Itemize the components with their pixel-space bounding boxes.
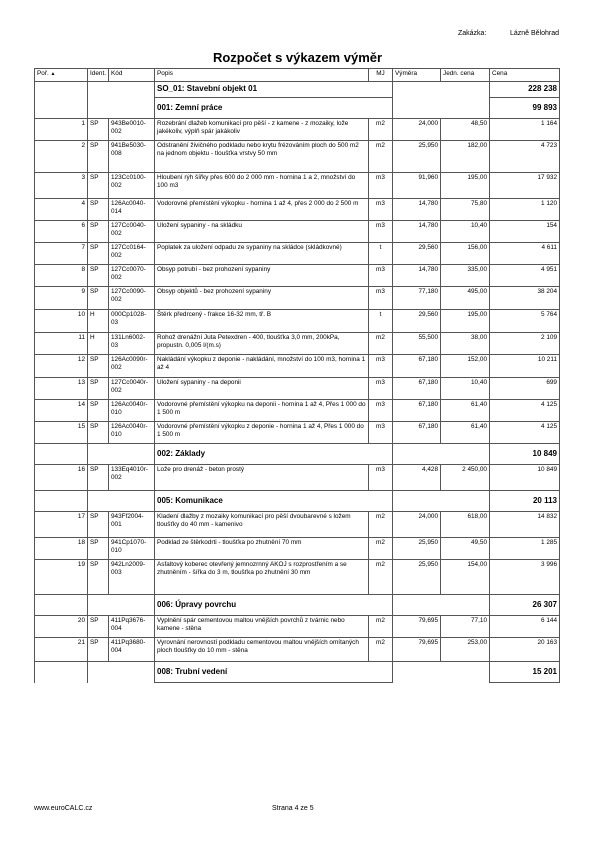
row-vymera: 24,000 [393,119,441,141]
row-cena: 10 211 [490,355,560,378]
row-popis: Hloubení rýh šířky přes 600 do 2 000 mm - hornina 1 a 2, množství do 100 m3 [155,173,369,199]
col-header-cena[interactable]: Cena [490,69,560,82]
row-jedn-cena: 10,40 [441,378,490,400]
row-mj: m3 [369,400,393,422]
row-por: 2 [35,141,88,173]
row-kod: 133Eq4010r-002 [109,465,155,491]
row-ident: SP [88,265,109,287]
section-total: 10 849 [490,444,560,465]
section-spacer [393,98,490,119]
row-por: 12 [35,355,88,378]
row-vymera: 14,780 [393,265,441,287]
row-jedn-cena: 49,50 [441,538,490,560]
table-row[interactable] [35,422,560,444]
row-cena: 4 723 [490,141,560,173]
row-jedn-cena: 182,00 [441,141,490,173]
row-ident: SP [88,560,109,595]
row-por: 21 [35,638,88,662]
row-vymera: 91,960 [393,173,441,199]
row-mj: m3 [369,465,393,491]
row-por: 15 [35,422,88,444]
table-row[interactable] [35,173,560,199]
row-kod: 941Be5030-008 [109,141,155,173]
row-jedn-cena: 77,10 [441,616,490,638]
row-ident: SP [88,119,109,141]
row-kod: 126Ac0090r-002 [109,355,155,378]
row-ident: SP [88,512,109,538]
row-vymera: 25,950 [393,560,441,595]
row-kod: 943Be0010-002 [109,119,155,141]
row-kod: 126Ac0040-014 [109,199,155,221]
section-spacer [393,444,490,465]
row-kod: 411Pq3680-004 [109,638,155,662]
row-ident: SP [88,243,109,265]
row-ident: H [88,333,109,355]
row-vymera: 79,695 [393,616,441,638]
row-ident: SP [88,173,109,199]
table-row[interactable] [35,616,560,638]
col-header-vymera[interactable]: Výměra [393,69,441,82]
row-popis: Štěrk předrcený - frakce 16-32 mm, tř. B [155,310,369,333]
row-cena: 1 120 [490,199,560,221]
row-popis: Poplatek za uložení odpadu ze sypaniny na skládce (skládkovné) [155,243,369,265]
row-kod: 126Ac0040r-010 [109,400,155,422]
row-ident: SP [88,538,109,560]
section-name: 005: Komunikace [155,491,393,512]
row-cena: 6 144 [490,616,560,638]
row-vymera: 29,560 [393,310,441,333]
row-jedn-cena: 152,00 [441,355,490,378]
row-cena: 20 163 [490,638,560,662]
table-row[interactable] [35,287,560,310]
row-vymera: 67,180 [393,378,441,400]
row-ident: SP [88,355,109,378]
sort-asc-icon[interactable]: ▲ [50,71,56,77]
row-vymera: 77,180 [393,287,441,310]
section-name: 008: Trubní vedení [155,662,393,683]
row-kod: 127Cc0040r-002 [109,378,155,400]
budget-table [34,68,560,683]
row-jedn-cena: 61,40 [441,400,490,422]
row-mj: m3 [369,265,393,287]
section-name: 001: Zemní práce [155,98,393,119]
row-jedn-cena: 618,00 [441,512,490,538]
table-row[interactable] [35,333,560,355]
section-spacer [35,662,88,683]
row-ident: SP [88,287,109,310]
row-vymera: 14,780 [393,221,441,243]
row-mj: m3 [369,173,393,199]
row-cena: 699 [490,378,560,400]
col-header-mj[interactable]: MJ [369,69,393,82]
row-jedn-cena: 61,40 [441,422,490,444]
row-por: 8 [35,265,88,287]
row-vymera: 14,780 [393,199,441,221]
row-vymera: 29,560 [393,243,441,265]
row-popis: Kladení dlažby z mozaiky komunikací pro pěší dvoubarevné s ložem tloušťky do 40 mm - kamenivo [155,512,369,538]
row-cena: 154 [490,221,560,243]
row-por: 4 [35,199,88,221]
table-row[interactable] [35,512,560,538]
row-mj: t [369,243,393,265]
table-row[interactable] [35,243,560,265]
row-popis: Vyrovnání nerovností podkladu cementovou maltou vnějších omítaných ploch tloušťky do 10 mm - stěna [155,638,369,662]
table-row[interactable] [35,378,560,400]
section-spacer [35,491,88,512]
zakazka-label: Zakázka: [458,30,487,37]
row-vymera: 25,950 [393,141,441,173]
row-vymera: 24,000 [393,512,441,538]
row-por: 7 [35,243,88,265]
table-row[interactable] [35,400,560,422]
col-header-popis[interactable]: Popis [155,69,369,82]
col-header-jedn-cena[interactable]: Jedn. cena [441,69,490,82]
object-row [35,82,560,98]
section-total: 99 893 [490,98,560,119]
row-por: 20 [35,616,88,638]
row-vymera: 25,950 [393,538,441,560]
row-mj: m2 [369,512,393,538]
row-mj: m3 [369,221,393,243]
table-row[interactable] [35,355,560,378]
row-vymera: 55,500 [393,333,441,355]
row-popis: Rohož drenážní Juta Petexdren - 400, tloušťka 3,0 mm, 200kPa, propustn. 0,005 l/(m.s) [155,333,369,355]
row-cena: 1 164 [490,119,560,141]
row-mj: m3 [369,378,393,400]
row-cena: 2 109 [490,333,560,355]
object-name: SO_01: Stavební objekt 01 [155,82,393,98]
section-spacer [35,98,88,119]
row-popis: Vodorovné přemístění výkopku - hornina 1 až 4, přes 2 000 do 2 500 m [155,199,369,221]
row-por: 9 [35,287,88,310]
row-cena: 5 764 [490,310,560,333]
row-por: 19 [35,560,88,595]
table-row[interactable] [35,638,560,662]
row-mj: m2 [369,333,393,355]
row-por: 1 [35,119,88,141]
row-mj: t [369,310,393,333]
footer-website: www.euroCALC.cz [34,805,93,812]
row-popis: Vyplnění spár cementovou maltou vnějších povrchů z tvárnic nebo kamene - stěna [155,616,369,638]
page-title: Rozpočet s výkazem výměr [212,50,383,65]
row-ident: H [88,310,109,333]
row-ident: SP [88,141,109,173]
row-mj: m3 [369,287,393,310]
row-jedn-cena: 195,00 [441,310,490,333]
row-por: 18 [35,538,88,560]
row-ident: SP [88,465,109,491]
row-cena: 1 285 [490,538,560,560]
footer-page-number: Strana 4 ze 5 [272,805,314,812]
table-row[interactable] [35,560,560,595]
row-jedn-cena: 2 450,00 [441,465,490,491]
row-cena: 4 611 [490,243,560,265]
table-row[interactable] [35,199,560,221]
section-row [35,595,560,616]
row-por: 13 [35,378,88,400]
row-cena: 4 125 [490,400,560,422]
row-jedn-cena: 253,00 [441,638,490,662]
row-cena: 17 932 [490,173,560,199]
table-header-row [35,69,560,82]
section-spacer [88,595,155,616]
section-spacer [393,491,490,512]
row-mj: m3 [369,355,393,378]
section-total: 20 113 [490,491,560,512]
row-vymera: 4,428 [393,465,441,491]
row-kod: 126Ac0040r-010 [109,422,155,444]
row-ident: SP [88,378,109,400]
row-popis: Asfaltový koberec otevřený jemnozrnný AKOJ s rozprostřením a se zhutněním - šířka do 3 m, tloušťka po zhutnění 30 mm [155,560,369,595]
section-spacer [88,662,155,683]
row-cena: 4 951 [490,265,560,287]
object-total: 228 238 [490,82,560,98]
row-ident: SP [88,638,109,662]
row-por: 11 [35,333,88,355]
table-row[interactable] [35,310,560,333]
row-popis: Vodorovné přemístění výkopku z deponie - hornina 1 až 4, Přes 1 000 do 1 500 m [155,422,369,444]
section-spacer [88,491,155,512]
row-vymera: 79,695 [393,638,441,662]
row-popis: Uložení sypaniny - na skládku [155,221,369,243]
section-row [35,98,560,119]
row-kod: 127Cc0090-002 [109,287,155,310]
row-popis: Odstranění živičného podkladu nebo krytu frézováním ploch do 500 m2 na jednom objektu - tloušťka vrstvy 50 mm [155,141,369,173]
table-row[interactable] [35,265,560,287]
row-cena: 14 832 [490,512,560,538]
row-kod: 411Pq3676-004 [109,616,155,638]
row-vymera: 67,180 [393,422,441,444]
row-mj: m2 [369,560,393,595]
col-header-ident[interactable]: Ident. [88,69,109,82]
section-spacer [88,444,155,465]
section-row [35,491,560,512]
row-jedn-cena: 195,00 [441,173,490,199]
row-vymera: 67,180 [393,355,441,378]
section-name: 002: Základy [155,444,393,465]
row-popis: Podklad ze štěrkodrti - tloušťka po zhutnění 70 mm [155,538,369,560]
col-header-kod[interactable]: Kód [109,69,155,82]
zakazka-value: Lázně Bělohrad [510,30,560,37]
row-mj: m2 [369,616,393,638]
row-ident: SP [88,221,109,243]
row-cena: 4 125 [490,422,560,444]
row-mj: m2 [369,141,393,173]
row-mj: m2 [369,538,393,560]
row-popis: Rozebrání dlažeb komunikací pro pěší - z kamene - z mozaiky, lože jakékoliv, výplň spár jakákoliv [155,119,369,141]
row-popis: Obsyp potrubí - bez prohození sypaniny [155,265,369,287]
section-total: 15 201 [490,662,560,683]
row-popis: Uložení sypaniny - na deponii [155,378,369,400]
row-kod: 000Cp1028-03 [109,310,155,333]
table-row[interactable] [35,119,560,141]
section-spacer [88,98,155,119]
row-ident: SP [88,400,109,422]
section-name: 006: Úpravy povrchu [155,595,393,616]
table-row[interactable] [35,465,560,491]
row-kod: 127Cc0040-002 [109,221,155,243]
section-spacer [35,444,88,465]
row-popis: Nakládání výkopku z deponie - nakládání, množství do 100 m3, hornina 1 až 4 [155,355,369,378]
table-row[interactable] [35,221,560,243]
row-jedn-cena: 495,00 [441,287,490,310]
row-mj: m2 [369,119,393,141]
row-kod: 942Ln2009-003 [109,560,155,595]
row-kod: 941Cp1070-010 [109,538,155,560]
row-kod: 127Cc0164-002 [109,243,155,265]
row-mj: m3 [369,199,393,221]
col-header-por[interactable]: Poř. ▲ [35,69,88,82]
section-row [35,444,560,465]
row-kod: 131Ln6002-03 [109,333,155,355]
row-kod: 943Ff2004-001 [109,512,155,538]
row-jedn-cena: 10,40 [441,221,490,243]
row-jedn-cena: 48,50 [441,119,490,141]
table-row[interactable] [35,141,560,173]
section-spacer [393,662,490,683]
row-jedn-cena: 335,00 [441,265,490,287]
row-jedn-cena: 75,80 [441,199,490,221]
row-cena: 10 849 [490,465,560,491]
row-por: 17 [35,512,88,538]
row-kod: 123Cc0100-002 [109,173,155,199]
row-cena: 3 996 [490,560,560,595]
row-por: 16 [35,465,88,491]
section-spacer [393,595,490,616]
row-por: 3 [35,173,88,199]
row-cena: 38 204 [490,287,560,310]
row-popis: Lože pro drenáž - beton prostý [155,465,369,491]
row-mj: m3 [369,422,393,444]
section-row [35,662,560,683]
table-row[interactable] [35,538,560,560]
row-popis: Obsyp objektů - bez prohození sypaniny [155,287,369,310]
row-vymera: 67,180 [393,400,441,422]
row-ident: SP [88,199,109,221]
row-mj: m2 [369,638,393,662]
row-ident: SP [88,616,109,638]
row-popis: Vodorovné přemístění výkopku na deponii - hornina 1 až 4, Přes 1 000 do 1 500 m [155,400,369,422]
row-por: 6 [35,221,88,243]
section-total: 26 307 [490,595,560,616]
row-jedn-cena: 38,00 [441,333,490,355]
row-kod: 127Cc0070-002 [109,265,155,287]
row-por: 14 [35,400,88,422]
section-spacer [35,595,88,616]
row-por: 10 [35,310,88,333]
row-jedn-cena: 154,00 [441,560,490,595]
row-jedn-cena: 156,00 [441,243,490,265]
row-ident: SP [88,422,109,444]
